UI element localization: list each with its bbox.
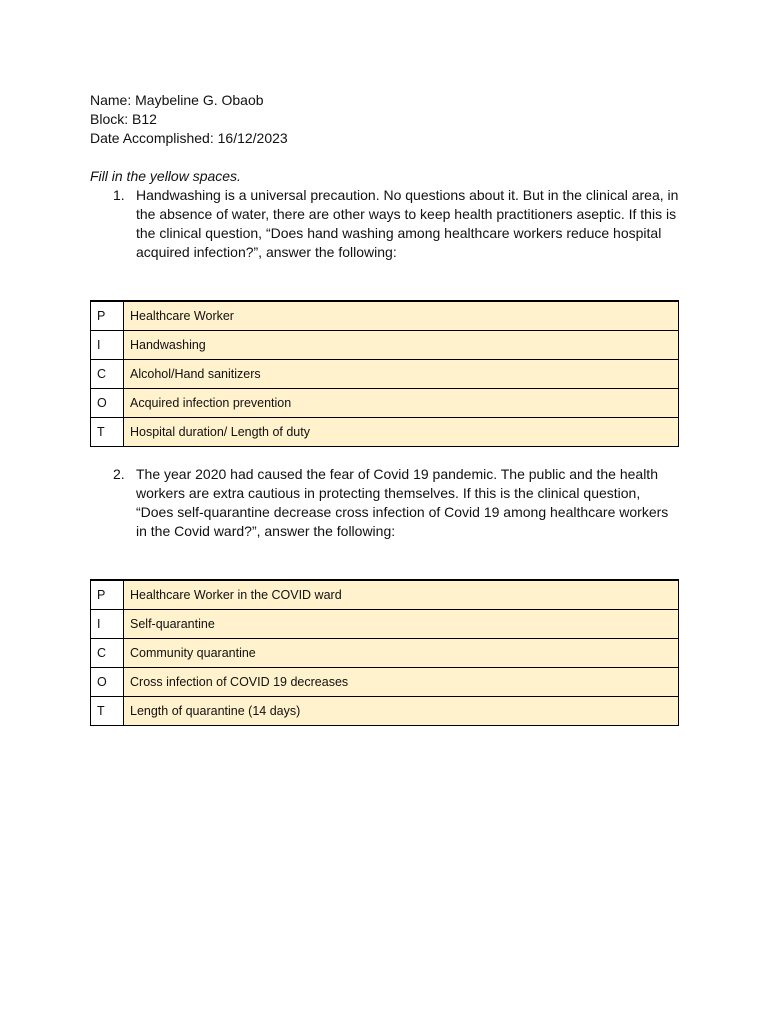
student-block: Block: B12: [90, 111, 157, 127]
pico-letter: P: [91, 580, 124, 610]
pico-answer-field[interactable]: Healthcare Worker in the COVID ward: [124, 580, 679, 610]
table-row: [91, 697, 679, 726]
table-row: [91, 360, 679, 389]
pico-letter: P: [91, 301, 124, 331]
table-row: [91, 639, 679, 668]
date-accomplished: Date Accomplished: 16/12/2023: [90, 130, 288, 146]
pico-letter: C: [91, 360, 124, 389]
pico-letter: O: [91, 389, 124, 418]
table-row: [91, 418, 679, 447]
question-1-number: 1.: [113, 187, 125, 203]
table-row: [91, 610, 679, 639]
instruction-text: Fill in the yellow spaces.: [90, 168, 241, 184]
pico-letter: I: [91, 331, 124, 360]
pico-table-2: [90, 579, 679, 726]
pico-letter: O: [91, 668, 124, 697]
question-2-text: The year 2020 had caused the fear of Covid 19 pandemic. The public and the health workers are extra cautious in protecting themselves. If this is the clinical question, “Does self-quarantine decrease cross infection of Covid 19 among healthcare workers in the Covid ward?”, answer the following:: [136, 466, 669, 539]
question-1: [90, 186, 680, 262]
pico-letter: T: [91, 697, 124, 726]
pico-answer-field[interactable]: Self-quarantine: [124, 610, 679, 639]
table-row: [91, 389, 679, 418]
question-2: [90, 465, 680, 541]
pico-letter: I: [91, 610, 124, 639]
pico-answer-field[interactable]: Handwashing: [124, 331, 679, 360]
pico-table-1: [90, 300, 679, 447]
pico-letter: T: [91, 418, 124, 447]
pico-answer-field[interactable]: Alcohol/Hand sanitizers: [124, 360, 679, 389]
pico-answer-field[interactable]: Healthcare Worker: [124, 301, 679, 331]
question-1-text: Handwashing is a universal precaution. No questions about it. But in the clinical area, in the absence of water, there are other ways to keep health practitioners aseptic. If this is the clinical question, “Does hand washing among healthcare workers reduce hospital acquired infection?”, answer the following:: [136, 187, 679, 260]
table-row: [91, 580, 679, 610]
table-row: [91, 668, 679, 697]
pico-answer-field[interactable]: Length of quarantine (14 days): [124, 697, 679, 726]
pico-answer-field[interactable]: Acquired infection prevention: [124, 389, 679, 418]
question-2-number: 2.: [113, 466, 125, 482]
table-row: [91, 301, 679, 331]
document-page: [90, 91, 680, 726]
table-row: [91, 331, 679, 360]
pico-letter: C: [91, 639, 124, 668]
pico-answer-field[interactable]: Hospital duration/ Length of duty: [124, 418, 679, 447]
student-name: Name: Maybeline G. Obaob: [90, 92, 264, 108]
pico-answer-field[interactable]: Community quarantine: [124, 639, 679, 668]
pico-answer-field[interactable]: Cross infection of COVID 19 decreases: [124, 668, 679, 697]
